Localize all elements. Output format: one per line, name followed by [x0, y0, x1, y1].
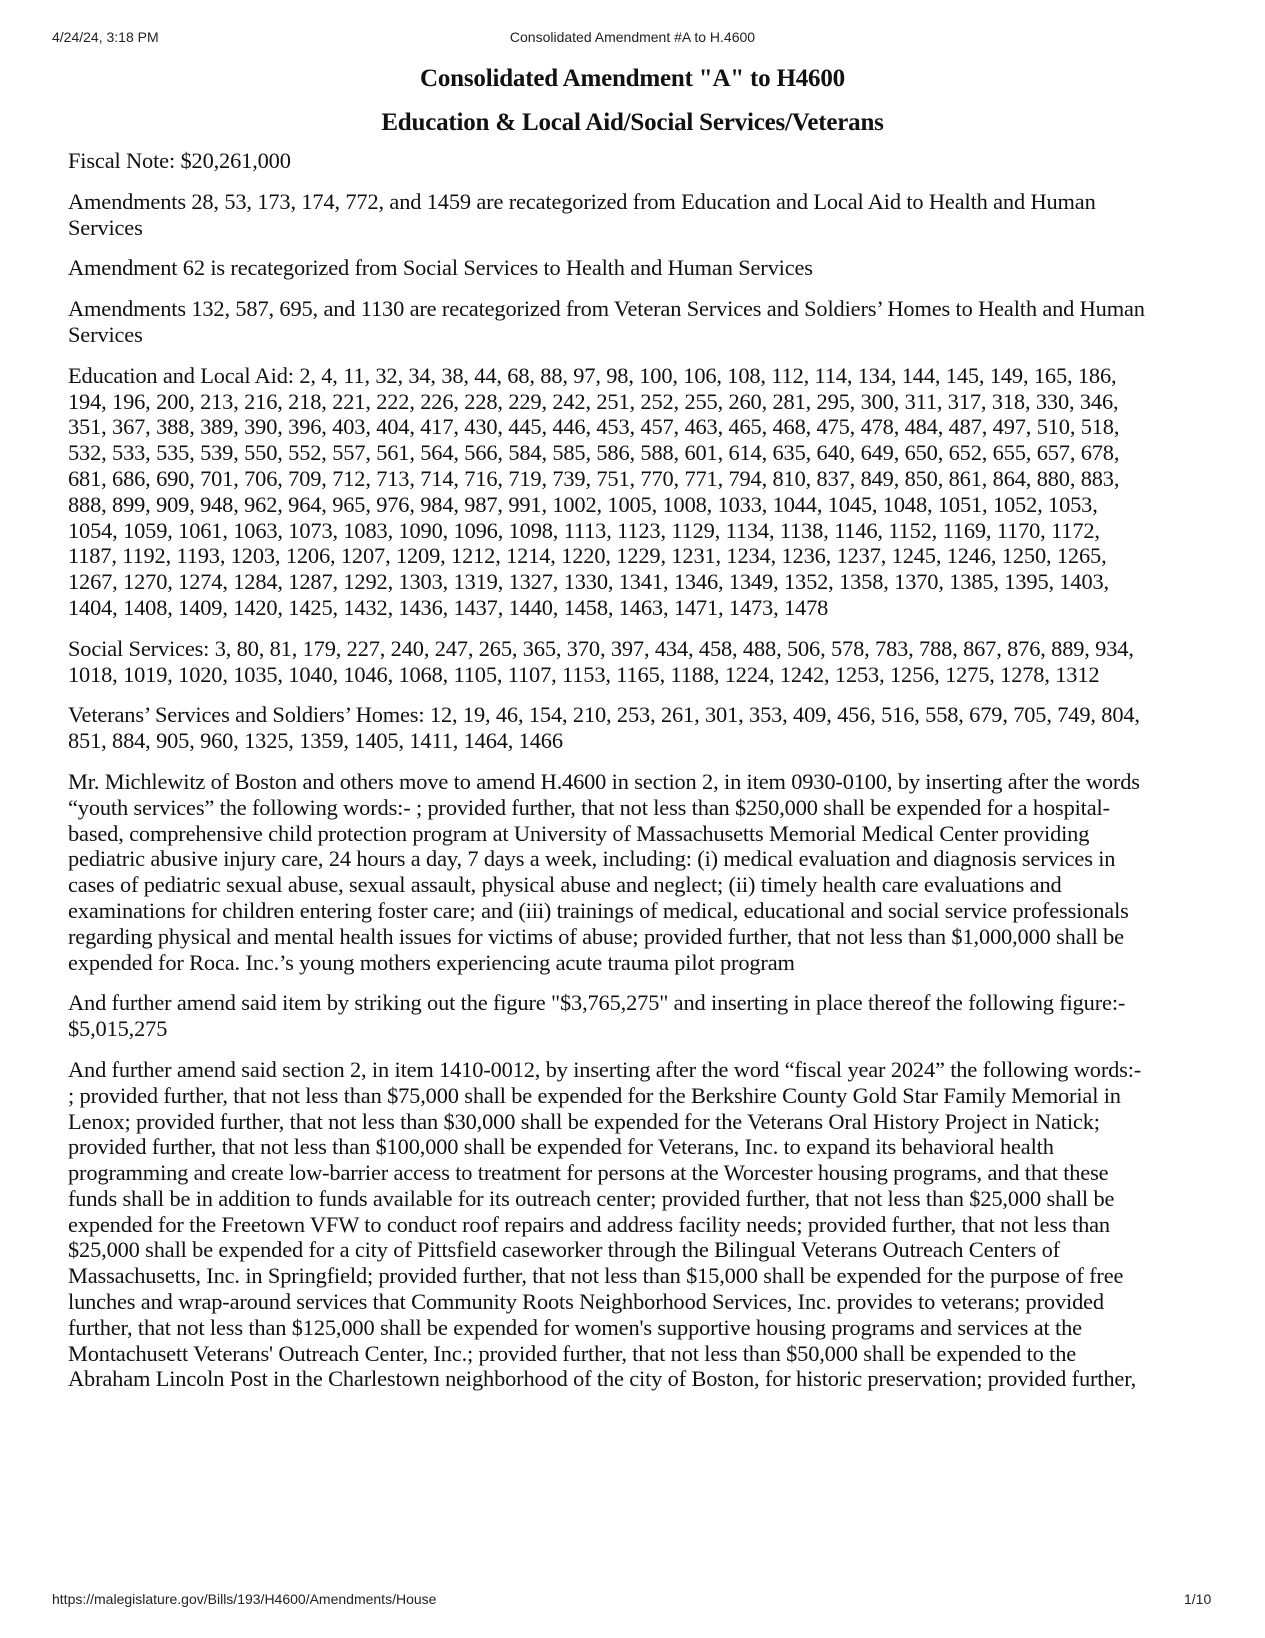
- print-page-title: Consolidated Amendment #A to H.4600: [509, 29, 756, 45]
- category-amendments: 2, 4, 11, 32, 34, 38, 44, 68, 88, 97, 98, 100, 106, 108, 112, 114, 134, 144, 145, 149, 165, 186, 194, 196, 200, 213, 216, 218, 221, 222, 226, 228, 229, 242, 251, 252, 255, 260, 281, 295, 300, 311, 317, 318, 330, 346, 351, 367, 388, 389, 390, 396, 403, 404, 417, 430, 445, 446, 453, 457, 463, 465, 468, 475, 478, 484, 487, 497, 510, 518, 532, 533, 535, 539, 550, 552, 557, 561, 564, 566, 584, 585, 586, 588, 601, 614, 635, 640, 649, 650, 652, 655, 657, 678, 681, 686, 690, 701, 706, 709, 712, 713, 714, 716, 719, 739, 751, 770, 771, 794, 810, 837, 849, 850, 861, 864, 880, 883, 888, 899, 909, 948, 962, 964, 965, 976, 984, 987, 991, 1002, 1005, 1008, 1033, 1044, 1045, 1048, 1051, 1052, 1053, 1054, 1059, 1061, 1063, 1073, 1083, 1090, 1096, 1098, 1113, 1123, 1129, 1134, 1138, 1146, 1152, 1169, 1170, 1172, 1187, 1192, 1193, 1203, 1206, 1207, 1209, 1212, 1214, 1220, 1229, 1231, 1234, 1236, 1237, 1245, 1246, 1250, 1265, 1267, 1270, 1274, 1284, 1287, 1292, 1303, 1319, 1327, 1330, 1341, 1346, 1349, 1352, 1358, 1370, 1385, 1395, 1403, 1404, 1408, 1409, 1420, 1425, 1432, 1436, 1437, 1440, 1458, 1463, 1471, 1473, 1478: [68, 362, 1120, 620]
- recategorization-note: Amendments 132, 587, 695, and 1130 are recategorized from Veteran Services and Soldiers’ Homes to Health and Human Services: [68, 296, 1145, 347]
- recategorization-note: Amendment 62 is recategorized from Social Services to Health and Human Services: [68, 255, 813, 281]
- category-label: Veterans’ Services and Soldiers’ Homes: [68, 702, 419, 728]
- category-list-education: Education and Local Aid: 2, 4, 11, 32, 34, 38, 44, 68, 88, 97, 98, 100, 106, 108, 112, 114, 134, 144, 145, 149, 165, 186, 194, 196, 200, 213, 216, 218, 221, 222, 226, 228, 229, 242, 251, 252, 255, 260, 281, 295, 300, 311, 317, 318, 330, 346, 351, 367, 388, 389, 390, 396, 403, 404, 417, 430, 445, 446, 453, 457, 463, 465, 468, 475, 478, 484, 487, 497, 510, 518, 532, 533, 535, 539, 550, 552, 557, 561, 564, 566, 584, 585, 586, 588, 601, 614, 635, 640, 649, 650, 652, 655, 657, 678, 681, 686, 690, 701, 706, 709, 712, 713, 714, 716, 719, 739, 751, 770, 771, 794, 810, 837, 849, 850, 861, 864, 880, 883, 888, 899, 909, 948, 962, 964, 965, 976, 984, 987, 991, 1002, 1005, 1008, 1033, 1044, 1045, 1048, 1051, 1052, 1053, 1054, 1059, 1061, 1063, 1073, 1083, 1090, 1096, 1098, 1113, 1123, 1129, 1134, 1138, 1146, 1152, 1169, 1170, 1172, 1187, 1192, 1193, 1203, 1206, 1207, 1209, 1212, 1214, 1220, 1229, 1231, 1234, 1236, 1237, 1245, 1246, 1250, 1265, 1267, 1270, 1274, 1284, 1287, 1292, 1303, 1319, 1327, 1330, 1341, 1346, 1349, 1352, 1358, 1370, 1385, 1395, 1403, 1404, 1408, 1409, 1420, 1425, 1432, 1436, 1437, 1440, 1458, 1463, 1471, 1473, 1478: [68, 362, 1120, 620]
- page-number: 1/10: [1184, 1591, 1212, 1607]
- category-label: Education and Local Aid: [68, 362, 288, 388]
- category-amendments: 12, 19, 46, 154, 210, 253, 261, 301, 353, 409, 456, 516, 558, 679, 705, 749, 804, 851, 884, 905, 960, 1325, 1359, 1405, 1411, 1464, 1466: [68, 702, 1140, 754]
- document-subtitle: Education & Local Aid/Social Services/Veterans: [381, 109, 884, 136]
- source-url: https://malegislature.gov/Bills/193/H4600/Amendments/House: [52, 1591, 437, 1607]
- document-title: Consolidated Amendment "A" to H4600: [420, 65, 845, 92]
- category-list-veterans: Veterans’ Services and Soldiers’ Homes: 12, 19, 46, 154, 210, 253, 261, 301, 353, 409, 456, 516, 558, 679, 705, 749, 804, 851, 884, 905, 960, 1325, 1359, 1405, 1411, 1464, 1466: [68, 702, 1140, 754]
- category-label: Social Services: [68, 635, 204, 661]
- print-header: [0, 29, 1265, 49]
- amendment-paragraph: And further amend said item by striking out the figure "$3,765,275" and inserting in place thereof the following figure:- $5,015,275: [68, 990, 1126, 1042]
- document-content: [68, 62, 1148, 1407]
- amendment-paragraph: Mr. Michlewitz of Boston and others move to amend H.4600 in section 2, in item 0930-0100, by inserting after the words “youth services” the following words:- ; provided further, that not less than $250,000 shall be expended for a hospital-based, comprehensive child protection program at University of Massachusetts Memorial Medical Center providing pediatric abusive injury care, 24 hours a day, 7 days a week, including: (i) medical evaluation and diagnosis services in cases of pediatric sexual abuse, sexual assault, physical abuse and neglect; (ii) timely health care evaluations and examinations for children entering foster care; and (iii) trainings of medical, educational and social service professionals regarding physical and mental health issues for victims of abuse; provided further, that not less than $1,000,000 shall be expended for Roca. Inc.’s young mothers experiencing acute trauma pilot program: [68, 768, 1140, 975]
- category-list-social-services: Social Services: 3, 80, 81, 179, 227, 240, 247, 265, 365, 370, 397, 434, 458, 488, 506, 578, 783, 788, 867, 876, 889, 934, 1018, 1019, 1020, 1035, 1040, 1046, 1068, 1105, 1107, 1153, 1165, 1188, 1224, 1242, 1253, 1256, 1275, 1278, 1312: [68, 635, 1134, 687]
- recategorization-note: Amendments 28, 53, 173, 174, 772, and 1459 are recategorized from Education and Local Aid to Health and Human Services: [68, 188, 1096, 240]
- amendment-paragraph: And further amend said section 2, in item 1410-0012, by inserting after the word “fiscal year 2024” the following words:- ; provided further, that not less than $75,000 shall be expended for the Berkshire County Gold Star Family Memorial in Lenox; provided further, that not less than $30,000 shall be expended for the Veterans Oral History Project in Natick; provided further, that not less than $100,000 shall be expended for Veterans, Inc. to expand its behavioral health programming and create low-barrier access to treatment for persons at the Worcester housing programs, and that these funds shall be in addition to funds available for its outreach center; provided further, that not less than $25,000 shall be expended for the Freetown VFW to conduct roof repairs and address facility needs; provided further, that not less than $25,000 shall be expended for a city of Pittsfield caseworker through the Bilingual Veterans Outreach Centers of Massachusetts, Inc. in Springfield; provided further, that not less than $15,000 shall be expended for the purpose of free lunches and wrap-around services that Community Roots Neighborhood Services, Inc. provides to veterans; provided further, that not less than $125,000 shall be expended for women's supportive housing programs and services at the Montachusett Veterans' Outreach Center, Inc.; provided further, that not less than $50,000 shall be expended to the Abraham Lincoln Post in the Charlestown neighborhood of the city of Boston, for historic preservation; provided further,: [68, 1056, 1142, 1392]
- fiscal-note: Fiscal Note: $20,261,000: [68, 148, 291, 173]
- print-datetime: 4/24/24, 3:18 PM: [52, 29, 159, 45]
- category-amendments: 3, 80, 81, 179, 227, 240, 247, 265, 365, 370, 397, 434, 458, 488, 506, 578, 783, 788, 867, 876, 889, 934, 1018, 1019, 1020, 1035, 1040, 1046, 1068, 1105, 1107, 1153, 1165, 1188, 1224, 1242, 1253, 1256, 1275, 1278, 1312: [68, 635, 1134, 687]
- print-footer: [0, 1591, 1265, 1611]
